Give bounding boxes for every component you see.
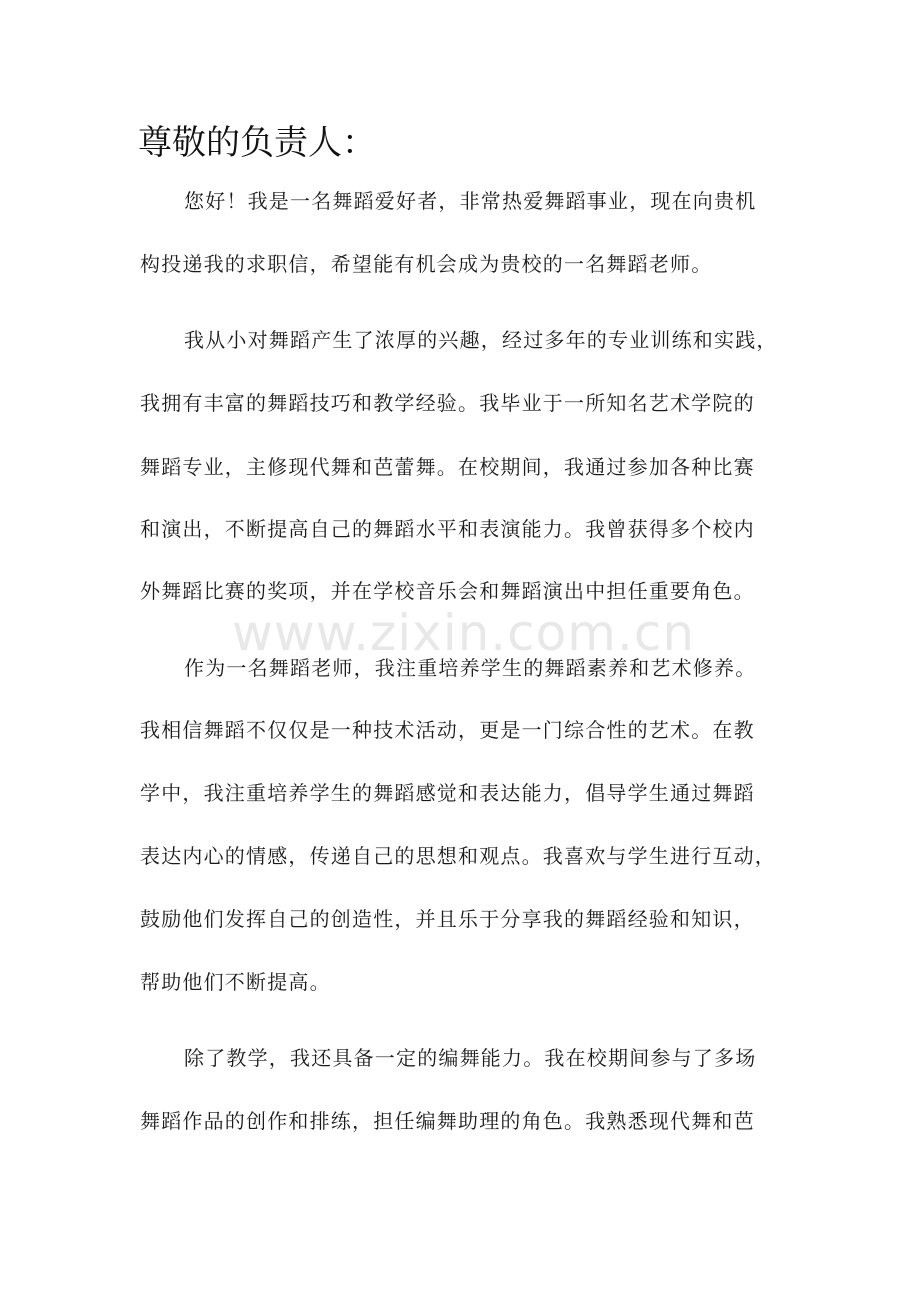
paragraph-2-line-5: 外舞蹈比赛的奖项，并在学校音乐会和舞蹈演出中担任重要角色。	[140, 579, 755, 603]
paragraph-2-line-3: 舞蹈专业，主修现代舞和芭蕾舞。在校期间，我通过参加各种比赛	[140, 455, 755, 479]
watermark: www.zixin.com.cn	[232, 604, 696, 662]
paragraph-3-line-2: 我相信舞蹈不仅仅是一种技术活动，更是一门综合性的艺术。在教	[140, 718, 755, 742]
greeting-heading: 尊敬的负责人：	[138, 123, 376, 163]
paragraph-4-line-2: 舞蹈作品的创作和排练，担任编舞助理的角色。我熟悉现代舞和芭	[140, 1109, 755, 1133]
paragraph-3-line-4: 表达内心的情感，传递自己的思想和观点。我喜欢与学生进行互动，	[140, 844, 776, 868]
paragraph-2-line-4: 和演出，不断提高自己的舞蹈水平和表演能力。我曾获得多个校内	[140, 517, 755, 541]
paragraph-2-line-2: 我拥有丰富的舞蹈技巧和教学经验。我毕业于一所知名艺术学院的	[140, 391, 755, 415]
paragraph-3-line-6: 帮助他们不断提高。	[140, 970, 331, 994]
paragraph-4-line-1: 除了教学，我还具备一定的编舞能力。我在校期间参与了多场	[184, 1046, 757, 1070]
paragraph-3-line-3: 学中，我注重培养学生的舞蹈感觉和表达能力，倡导学生通过舞蹈	[140, 781, 755, 805]
paragraph-3-line-5: 鼓励他们发挥自己的创造性，并且乐于分享我的舞蹈经验和知识，	[140, 907, 755, 931]
paragraph-3-line-1: 作为一名舞蹈老师，我注重培养学生的舞蹈素养和艺术修养。	[184, 656, 757, 680]
paragraph-1-line-2: 构投递我的求职信，希望能有机会成为贵校的一名舞蹈老师。	[140, 252, 713, 276]
paragraph-2-line-1: 我从小对舞蹈产生了浓厚的兴趣，经过多年的专业训练和实践，	[184, 328, 778, 352]
paragraph-1-line-1: 您好！我是一名舞蹈爱好者，非常热爱舞蹈事业，现在向贵机	[184, 189, 757, 213]
